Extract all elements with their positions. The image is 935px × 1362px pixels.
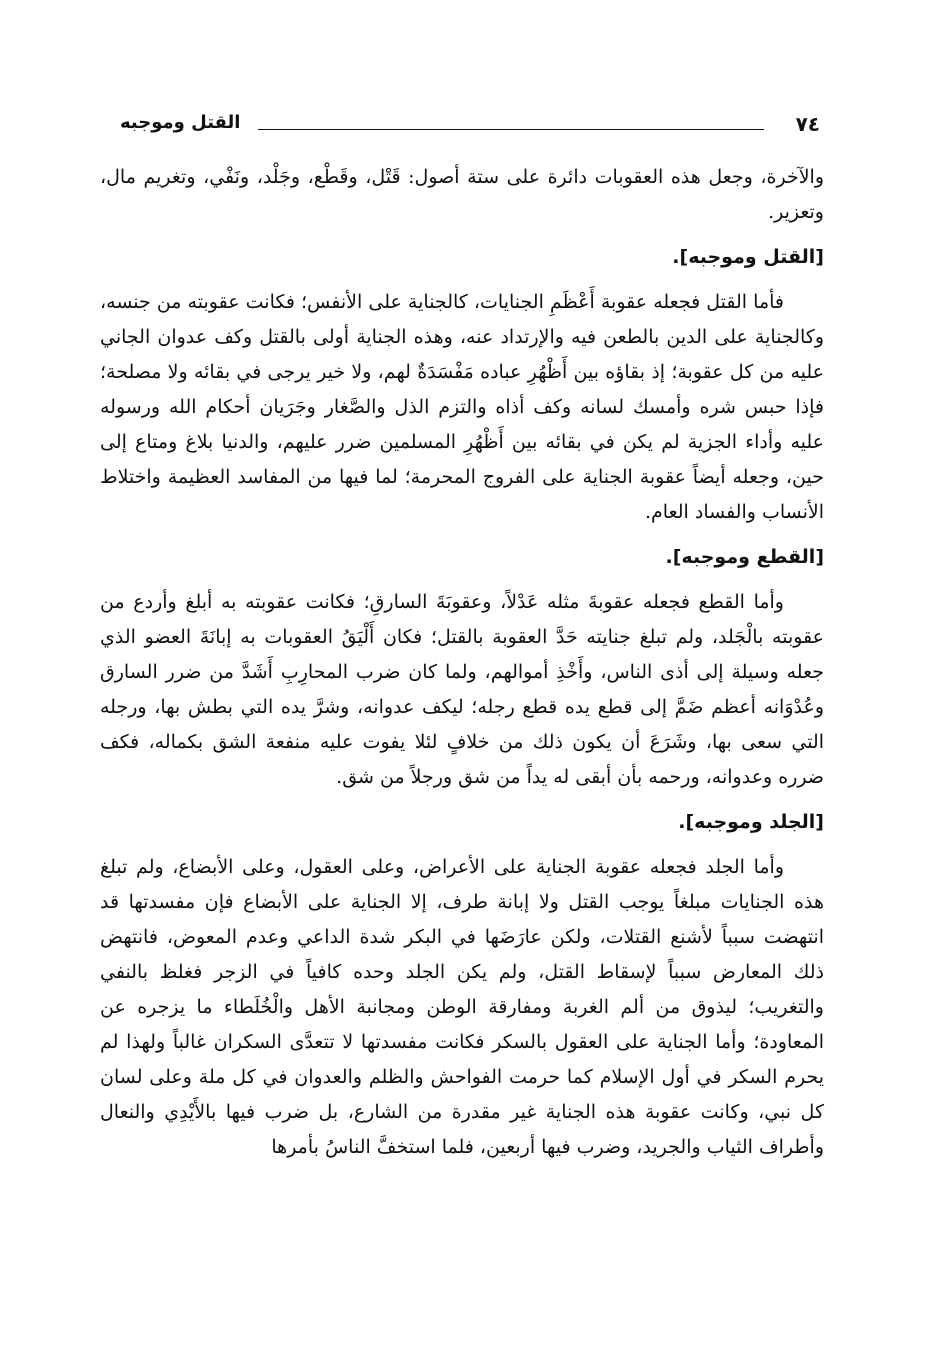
header-rule: [258, 129, 764, 130]
section-heading-killing: [القتل وموجبه].: [672, 246, 824, 268]
paragraph-flogging: وأما الجلد فجعله عقوبة الجناية على الأعراض، وعلى العقول، وعلى الأبضاع، ولم تبلغ هذه الجنايات مبلغاً يوجب القتل ولا إبانة طرف، إلا الجناية على الأبضاع فإن مفسدتها قد انتهضت سبباً لأشنع القتلات، ولكن عارَضَها في البكر شدة الداعي وعدم المعوض، فانتهض ذلك المعارض سبباً لإسقاط القتل، ولم يكن الجلد وحده كافياً في الزجر فغلظ بالنفي والتغريب؛ ليذوق من ألم الغربة ومفارقة الوطن ومجانبة الأهل والْخُلَطاء ما يزجره عن المعاودة؛ وأما الجناية على العقول بالسكر فكانت مفسدتها لا تتعدَّى السكران غالباً ولهذا لم يحرم السكر في أول الإسلام كما حرمت الفواحش والظلم والعدوان في كل ملة وعلى لسان كل نبي، وكانت عقوبة هذه الجناية غير مقدرة من الشارع، بل ضرب فيها بالأَيْدِي والنعال وأطراف الثياب والجريد، وضرب فيها أربعين، فلما استخفَّ الناسُ بأمرها: [100, 856, 824, 1158]
paragraph-cutting: وأما القطع فجعله عقوبةَ مثله عَدْلاً، وعقوبَةَ السارقِ؛ فكانت عقوبته به أبلغ وأردع من عقوبته بالْجَلد، ولم تبلغ جنايته حَدَّ العقوبة بالقتل؛ فكان أَلْيَقُ العقوبات به إبانَةَ العضو الذي جعله وسيلة إلى أذى الناس، وأَخْذِ أموالهم، ولما كان ضرب المحارِبِ أَشَدَّ من ضرر السارق وعُدْوَانه أعظم ضَمَّ إلى قطع يده قطع رجله؛ ليكف عدوانه، وشرَّ يده التي بطش بها، ورجله التي سعى بها، وشَرَعَ أن يكون ذلك من خلافٍ لئلا يفوت عليه منفعة الشق بكماله، فكف ضرره وعدوانه، ورحمه بأن أبقى له يداً من شق ورجلاً من شق.: [100, 591, 825, 788]
paragraph-continuation: والآخرة، وجعل هذه العقوبات دائرة على ستة أصول: قَتْل، وقَطْع، وجَلْد، ونَفْي، وتغريم مال، وتعزير.: [100, 166, 824, 223]
paragraph-killing: فأما القتل فجعله عقوبة أَعْظَمِ الجنايات، كالجناية على الأنفس؛ فكانت عقوبته من جنسه، وكالجناية على الدين بالطعن فيه والإرتداد عنه، وهذه الجناية أولى بالقتل وكف عدوان الجاني عليه من كل عقوبة؛ إذ بقاؤه بين أَظْهُرِ عباده مَفْسَدَةٌ لهم، ولا خير يرجى في بقائه ولا مصلحة؛ فإذا حبس شره وأمسك لسانه وكف أذاه والتزم الذل والصَّغار وجَرَيان أحكام الله ورسوله عليه وأداء الجزية لم يكن في بقائه بين أَظْهُرِ المسلمين ضرر عليهم، والدنيا بلاغ ومتاع إلى حين، وجعله أيضاً عقوبة الجناية على الفروج المحرمة؛ لما فيها من المفاسد العظيمة واختلاط الأنساب والفساد العام.: [100, 291, 825, 523]
body-text: [100, 160, 824, 1165]
section-heading-flogging: [الجلد وموجبه].: [678, 811, 824, 833]
running-title: القتل وموجبه: [120, 112, 241, 133]
page-number: ٧٤: [795, 112, 820, 136]
page-header: [120, 112, 820, 146]
section-heading-cutting: [القطع وموجبه].: [665, 546, 824, 568]
